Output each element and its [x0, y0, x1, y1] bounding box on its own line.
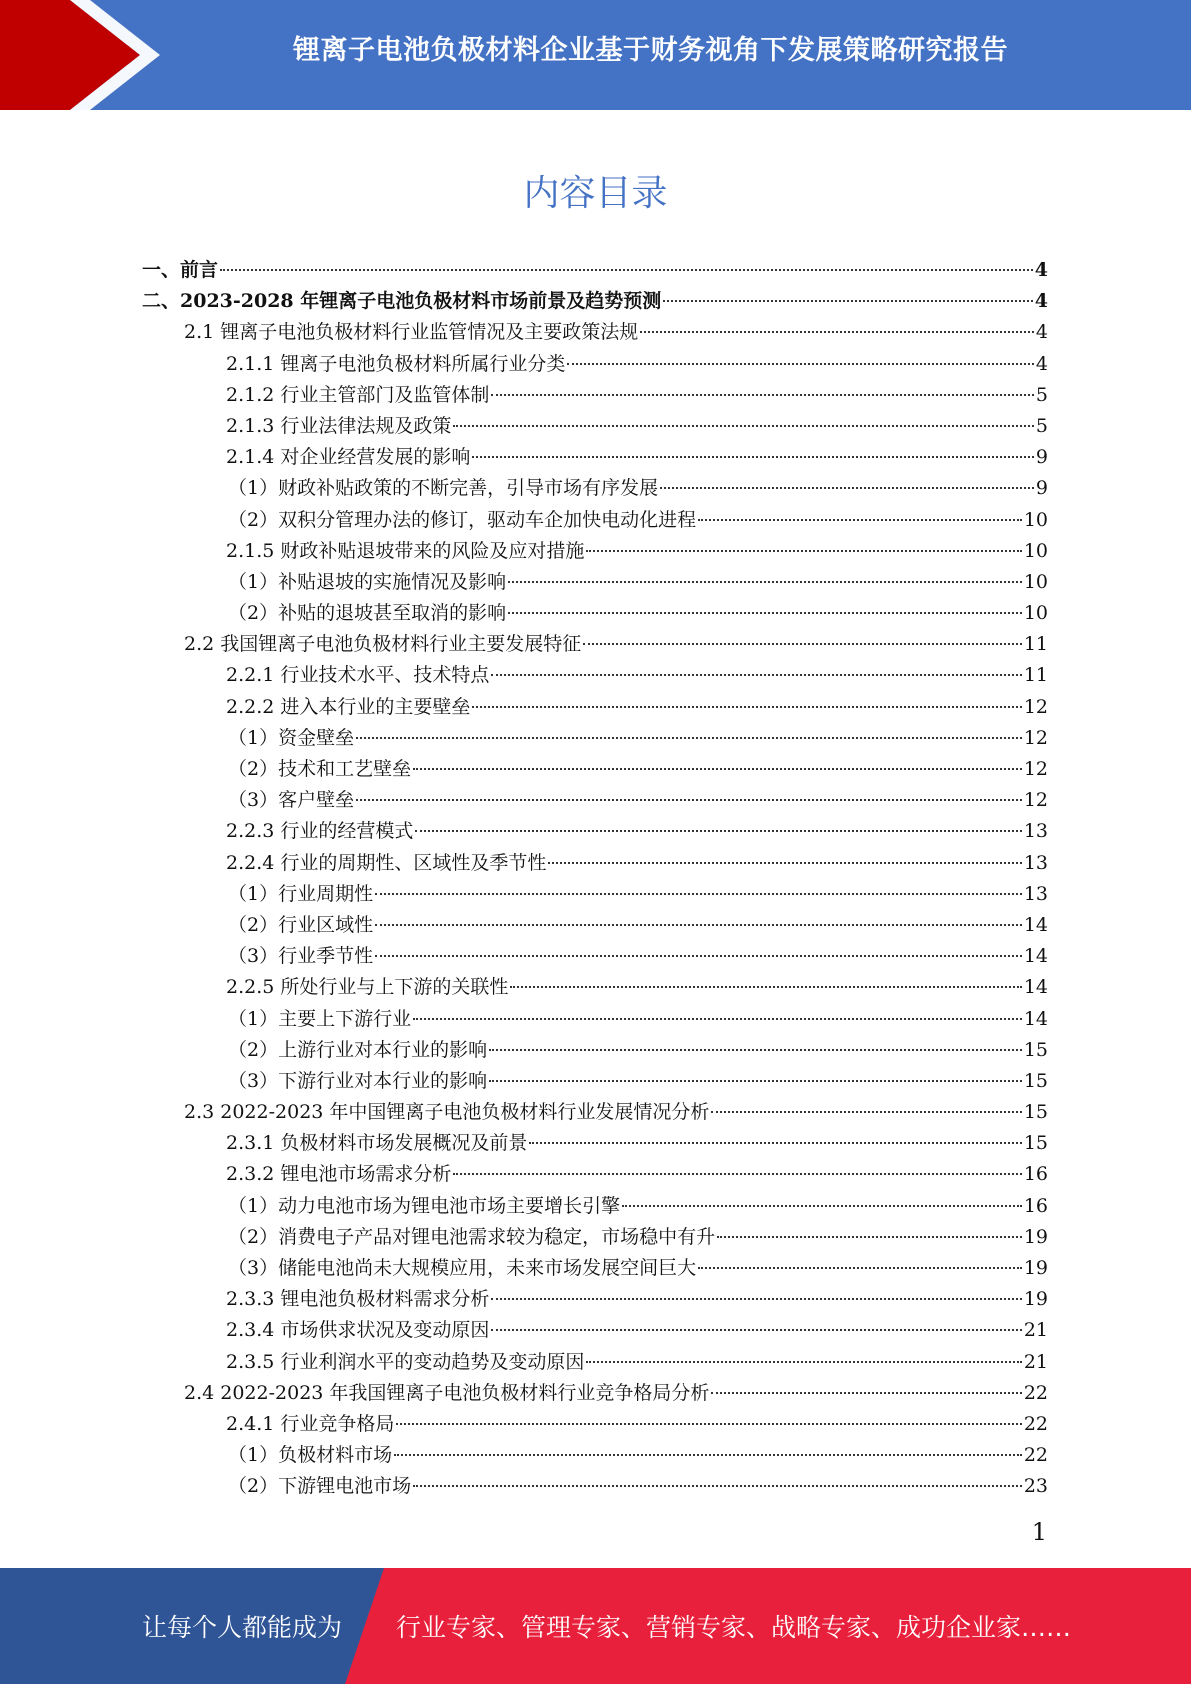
toc-entry-page: 14 [1023, 913, 1048, 936]
toc-entry-page: 11 [1023, 633, 1048, 656]
toc-dot-leader [567, 363, 1034, 365]
toc-dot-leader [508, 581, 1022, 583]
toc-entry[interactable] [142, 255, 1048, 286]
toc-entry[interactable] [142, 1159, 1048, 1190]
header-arrow-graphic [0, 0, 160, 110]
toc-entry[interactable] [142, 473, 1048, 504]
toc-dot-leader [394, 1454, 1022, 1456]
toc-entry-page: 4 [1034, 290, 1048, 313]
toc-entry-label: 一、前言 [142, 259, 219, 281]
toc-entry[interactable] [142, 785, 1048, 816]
toc-entry[interactable] [142, 1409, 1048, 1440]
toc-entry[interactable] [142, 692, 1048, 723]
toc-dot-leader [491, 1298, 1021, 1300]
footer-slogan-left: 让每个人都能成为 [142, 1613, 343, 1642]
toc-dot-leader [698, 519, 1022, 521]
toc-entry[interactable] [142, 848, 1048, 879]
toc-dot-leader [660, 487, 1034, 489]
toc-entry[interactable] [142, 1035, 1048, 1066]
toc-entry[interactable] [142, 1222, 1048, 1253]
toc-dot-leader [548, 862, 1021, 864]
toc-entry[interactable] [142, 879, 1048, 910]
toc-entry-label: 2.3.4 市场供求状况及变动原因 [226, 1319, 490, 1342]
toc-entry-label: （3）下游行业对本行业的影响 [228, 1069, 488, 1092]
toc-entry-label: 2.3.5 行业利润水平的变动趋势及变动原因 [226, 1350, 585, 1373]
toc-dot-leader [529, 1142, 1021, 1144]
toc-entry-label: 2.2.1 行业技术水平、技术特点 [226, 664, 490, 687]
toc-dot-leader [375, 893, 1022, 895]
toc-dot-leader [491, 394, 1034, 396]
toc-entry-page: 16 [1023, 1194, 1048, 1217]
toc-entry-page: 13 [1023, 851, 1048, 874]
toc-dot-leader [375, 955, 1022, 957]
toc-entry[interactable] [142, 660, 1048, 691]
toc-entry-label: （2）技术和工艺壁垒 [228, 758, 412, 780]
toc-entry-label: （2）上游行业对本行业的影响 [228, 1038, 488, 1061]
toc-entry-label: 2.1 锂离子电池负极材料行业监管情况及主要政策法规 [184, 321, 639, 344]
toc-entry[interactable] [142, 1315, 1048, 1346]
toc-entry-page: 15 [1023, 1069, 1048, 1092]
toc-entry-page: 12 [1023, 695, 1048, 718]
toc-entry[interactable] [142, 1128, 1048, 1159]
toc-entry-label: （3）客户壁垒 [228, 789, 355, 812]
toc-entry-label: （2）双积分管理办法的修订，驱动车企加快电动化进程 [228, 508, 697, 531]
toc-dot-leader [396, 1423, 1021, 1425]
toc-entry-label: 2.4 2022-2023 年我国锂离子电池负极材料行业竞争格局分析 [184, 1381, 710, 1404]
toc-entry[interactable] [142, 411, 1048, 442]
toc-dot-leader [472, 456, 1034, 458]
toc-entry[interactable] [142, 1097, 1048, 1128]
toc-entry-label: （2）消费电子产品对锂电池需求较为稳定，市场稳中有升 [228, 1225, 716, 1248]
toc-entry-label: （1）负极材料市场 [228, 1444, 393, 1467]
toc-entry[interactable] [142, 349, 1048, 380]
toc-entry-page: 11 [1023, 664, 1048, 687]
toc-entry-page: 22 [1023, 1444, 1048, 1467]
toc-entry-label: （2）行业区域性 [228, 913, 374, 936]
toc-dot-leader [220, 269, 1033, 271]
toc-dot-leader [622, 1205, 1022, 1207]
toc-heading: 内容目录 [523, 173, 668, 214]
toc-dot-leader [491, 1329, 1021, 1331]
toc-entry-page: 12 [1023, 726, 1048, 749]
toc-entry-label: （2）补贴的退坡甚至取消的影响 [228, 602, 507, 625]
toc-entry[interactable] [142, 941, 1048, 972]
report-title: 锂离子电池负极材料企业基于财务视角下发展策略研究报告 [293, 35, 1008, 66]
toc-entry-page: 10 [1023, 570, 1048, 593]
toc-entry-page: 13 [1023, 820, 1048, 843]
toc-entry-page: 5 [1035, 414, 1048, 437]
toc-entry[interactable] [142, 1066, 1048, 1097]
toc-entry-label: （1）行业周期性 [228, 882, 374, 905]
toc-dot-leader [508, 612, 1022, 614]
footer-slogan-right: 行业专家、管理专家、营销专家、战略专家、成功企业家…… [396, 1613, 1072, 1642]
toc-entry-label: （3）行业季节性 [228, 945, 374, 968]
toc-entry-page: 14 [1023, 1007, 1048, 1030]
toc-entry[interactable] [142, 380, 1048, 411]
toc-entry[interactable] [142, 1284, 1048, 1315]
toc-entry-page: 12 [1023, 789, 1048, 812]
toc-entry[interactable] [142, 754, 1048, 785]
toc-dot-leader [711, 1111, 1021, 1113]
toc-entry-label: （2）下游锂电池市场 [228, 1475, 412, 1498]
toc-entry-page: 5 [1035, 383, 1048, 406]
toc-entry-label: （1）资金壁垒 [228, 726, 355, 749]
toc-dot-leader [413, 1018, 1022, 1020]
report-header [0, 0, 1191, 110]
toc-entry-label: 2.3 2022-2023 年中国锂离子电池负极材料行业发展情况分析 [184, 1101, 710, 1124]
toc-entry-page: 9 [1035, 477, 1048, 500]
toc-dot-leader [356, 799, 1022, 801]
toc-entry-label: （1）动力电池市场为锂电池市场主要增长引擎 [228, 1194, 621, 1217]
toc-entry-page: 4 [1035, 321, 1048, 344]
toc-dot-leader [356, 737, 1022, 739]
toc-entry-label: 2.1.3 行业法律法规及政策 [226, 414, 452, 437]
toc-entry-label: （1）主要上下游行业 [228, 1007, 412, 1030]
toc-entry-label: 2.1.4 对企业经营发展的影响 [226, 446, 471, 469]
toc-dot-leader [510, 986, 1021, 988]
toc-entry-page: 10 [1023, 602, 1048, 625]
toc-dot-leader [375, 924, 1022, 926]
toc-entry-label: 2.1.1 锂离子电池负极材料所属行业分类 [226, 352, 566, 375]
toc-entry-page: 15 [1023, 1101, 1048, 1124]
toc-entry-page: 4 [1034, 259, 1048, 281]
toc-entry-label: 2.3.1 负极材料市场发展概况及前景 [226, 1132, 528, 1155]
toc-dot-leader [413, 768, 1022, 770]
toc-entry[interactable] [142, 1004, 1048, 1035]
toc-entry-page: 22 [1023, 1412, 1048, 1435]
toc-dot-leader [583, 643, 1022, 645]
toc-entry[interactable] [142, 598, 1048, 629]
toc-entry-page: 13 [1023, 882, 1048, 905]
toc-dot-leader [491, 674, 1021, 676]
toc-entry[interactable] [142, 1253, 1048, 1284]
toc-entry[interactable] [142, 910, 1048, 941]
toc-entry-page: 19 [1023, 1225, 1048, 1248]
toc-entry[interactable] [142, 816, 1048, 847]
toc-entry[interactable] [142, 629, 1048, 660]
toc-entry-label: （1）补贴退坡的实施情况及影响 [228, 570, 507, 593]
table-of-contents [142, 255, 1048, 1503]
toc-entry-page: 21 [1023, 1319, 1048, 1342]
toc-entry-label: 2.2.2 进入本行业的主要壁垒 [226, 695, 471, 718]
toc-dot-leader [586, 550, 1021, 552]
toc-entry-page: 15 [1023, 1132, 1048, 1155]
toc-entry[interactable] [142, 1347, 1048, 1378]
toc-dot-leader [453, 425, 1034, 427]
toc-dot-leader [472, 706, 1021, 708]
toc-entry-label: （3）储能电池尚未大规模应用，未来市场发展空间巨大 [228, 1257, 697, 1279]
toc-entry-page: 16 [1023, 1163, 1048, 1186]
toc-entry[interactable] [142, 567, 1048, 598]
toc-entry[interactable] [142, 317, 1048, 348]
toc-entry[interactable] [142, 723, 1048, 754]
toc-entry[interactable] [142, 442, 1048, 473]
toc-entry-page: 15 [1023, 1038, 1048, 1061]
toc-entry-page: 23 [1023, 1475, 1048, 1498]
toc-entry-label: （1）财政补贴政策的不断完善，引导市场有序发展 [228, 477, 659, 500]
toc-entry-label: 2.1.2 行业主管部门及监管体制 [226, 383, 490, 406]
toc-entry[interactable] [142, 1191, 1048, 1222]
toc-entry-label: 2.2.5 所处行业与上下游的关联性 [226, 976, 509, 999]
page-number: 1 [1031, 1518, 1047, 1546]
toc-dot-leader [711, 1392, 1021, 1394]
toc-entry-label: 2.1.5 财政补贴退坡带来的风险及应对措施 [226, 539, 585, 562]
toc-entry[interactable] [142, 286, 1048, 317]
toc-entry-label: 2.2.3 行业的经营模式 [226, 820, 414, 843]
toc-dot-leader [663, 300, 1033, 302]
toc-entry[interactable] [142, 505, 1048, 536]
toc-dot-leader [415, 830, 1021, 832]
footer-banner [0, 1568, 1191, 1684]
toc-entry-page: 9 [1035, 446, 1048, 469]
toc-entry-page: 14 [1023, 976, 1048, 999]
toc-entry[interactable] [142, 972, 1048, 1003]
toc-entry-label: 2.2.4 行业的周期性、区域性及季节性 [226, 851, 547, 874]
toc-entry[interactable] [142, 1378, 1048, 1409]
toc-entry-page: 19 [1023, 1288, 1048, 1311]
toc-dot-leader [453, 1173, 1021, 1175]
toc-entry[interactable] [142, 1440, 1048, 1471]
toc-dot-leader [413, 1485, 1022, 1487]
toc-dot-leader [698, 1267, 1022, 1269]
toc-entry-page: 10 [1023, 508, 1048, 531]
toc-dot-leader [717, 1236, 1022, 1238]
toc-dot-leader [586, 1361, 1021, 1363]
toc-entry-page: 19 [1023, 1257, 1048, 1279]
toc-entry-page: 21 [1023, 1350, 1048, 1373]
toc-entry-label: 2.3.2 锂电池市场需求分析 [226, 1163, 452, 1186]
toc-entry[interactable] [142, 1471, 1048, 1502]
toc-dot-leader [489, 1049, 1022, 1051]
toc-dot-leader [640, 331, 1034, 333]
toc-entry-label: 2.3.3 锂电池负极材料需求分析 [226, 1288, 490, 1311]
toc-entry-page: 22 [1023, 1381, 1048, 1404]
toc-entry-label: 二、2023-2028 年锂离子电池负极材料市场前景及趋势预测 [142, 290, 662, 313]
toc-dot-leader [489, 1080, 1022, 1082]
toc-entry-page: 4 [1035, 352, 1048, 375]
toc-entry-label: 2.2 我国锂离子电池负极材料行业主要发展特征 [184, 633, 582, 656]
toc-entry-page: 10 [1023, 539, 1048, 562]
toc-entry[interactable] [142, 536, 1048, 567]
toc-entry-page: 14 [1023, 945, 1048, 968]
toc-entry-label: 2.4.1 行业竞争格局 [226, 1412, 395, 1435]
toc-entry-page: 12 [1023, 758, 1048, 780]
